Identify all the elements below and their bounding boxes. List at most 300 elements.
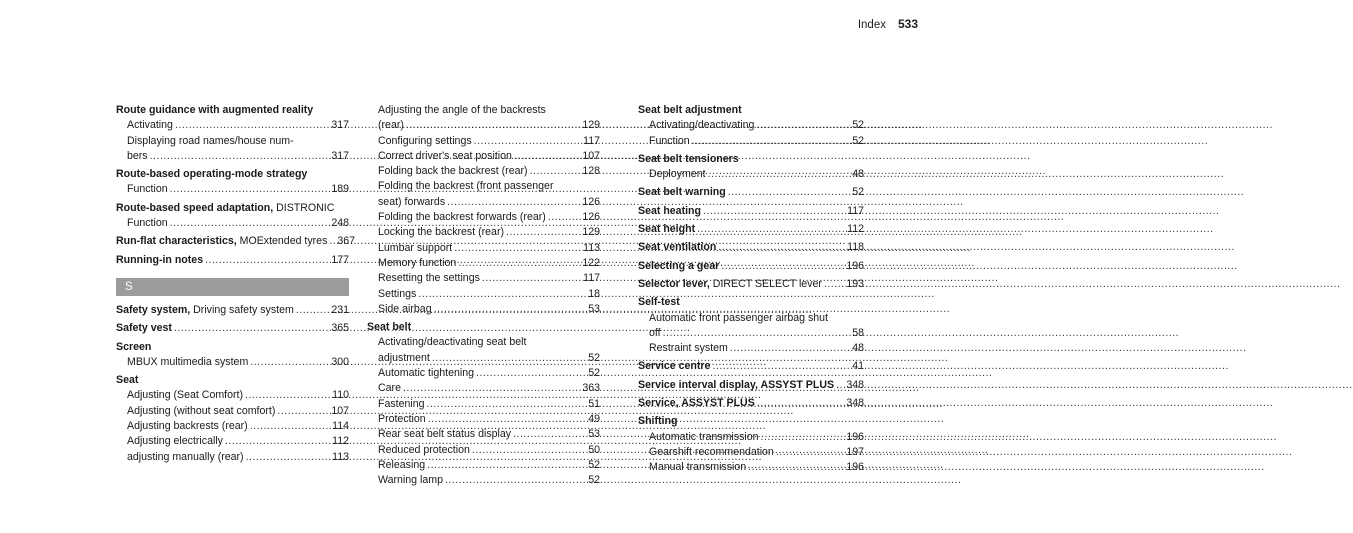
dot-leader [296,303,329,318]
index-line [638,460,864,475]
index-term [638,359,710,374]
entry-heading: Seat belt adjustment [638,104,742,116]
index-entry [367,320,600,488]
index-line [638,240,864,255]
index-term [378,195,445,210]
subentry-text: (rear) [378,119,404,132]
dot-leader [427,458,586,473]
index-term [638,185,726,200]
index-term [378,302,432,317]
index-term [378,351,430,366]
index-term [127,419,248,434]
index-line [116,253,349,268]
entry-heading: Service interval display, ASSYST PLUS [638,378,835,391]
index-line [638,414,864,429]
entry-heading: Service centre [638,360,711,373]
entry-heading: Seat belt [367,321,412,334]
entry-heading: Self-test [638,296,680,309]
index-line [367,118,600,133]
index-line [638,204,864,219]
index-line [116,216,349,231]
index-group-seat [367,103,600,488]
subentry-text: Function [649,134,690,147]
index-term [378,412,426,427]
page-ref: 50 [588,443,600,456]
index-entry [638,103,864,149]
index-line [116,201,349,216]
subentry-text: Automatic transmission [649,430,759,443]
index-line [116,340,349,355]
index-entry [116,340,349,371]
index-line [367,412,600,427]
index-term [116,340,151,355]
subentry-text: Folding the backrest forwards (rear) [378,211,546,224]
index-term [638,103,742,118]
index-line [638,259,864,274]
index-term [649,118,754,133]
index-term [638,204,701,219]
index-group-r [116,103,356,268]
subentry-text: Releasing [378,458,426,471]
index-line [367,256,600,271]
subentry-text: Rear seat belt status display [378,428,512,441]
index-column-1 [116,103,356,468]
index-line [638,311,864,326]
index-line [116,234,356,249]
index-line [367,149,600,164]
entry-heading: Route guidance with augmented reality [116,104,314,116]
index-term [378,287,416,302]
index-line [638,118,864,133]
page-ref: 52 [588,367,600,380]
dot-leader [445,473,586,488]
dot-leader [246,450,331,465]
index-line [116,303,349,318]
index-line [638,396,864,411]
page-ref: 112 [332,435,349,448]
index-term [649,167,706,182]
entry-heading: Service, ASSYST PLUS [638,397,755,410]
page-ref: 189 [331,183,349,196]
page-ref: 122 [582,256,600,269]
dot-leader [692,134,851,149]
dot-leader [245,388,330,403]
subentry-text: Activating/deactivating [649,119,755,132]
page-ref: 117 [847,204,864,217]
index-line [367,103,600,118]
subentry-text: Folding back the backrest (rear) [378,165,528,178]
subentry-text: Automatic front passenger airbag shut [649,311,829,324]
page-ref: 300 [331,355,349,368]
page-ref: 196 [846,461,864,474]
page-ref: 52 [852,186,864,199]
index-line [638,378,864,393]
subentry-text: Reduced protection [378,443,470,456]
index-line [638,326,864,341]
entry-heading: Selector lever, [638,277,710,290]
index-line [367,351,600,366]
dot-leader [175,118,329,133]
index-term [116,103,313,118]
dot-leader [250,355,329,370]
entry-heading: Running-in notes [116,253,204,266]
subentry-text: Gearshift recommendation [649,445,774,458]
index-line [638,295,864,310]
index-line [116,404,349,419]
index-line [638,103,864,118]
index-term [378,134,472,149]
index-line [116,388,349,403]
dot-leader [530,164,581,179]
page-ref: 348 [846,397,864,410]
page-ref: 117 [583,134,600,147]
subentry-text: Warning lamp [378,474,443,487]
page-ref: 231 [331,303,349,316]
index-term [378,458,425,473]
dot-leader [506,225,580,240]
subentry-text: Adjusting backrests (rear) [127,420,248,433]
index-line [367,134,600,149]
index-column-3 [638,103,864,479]
index-line [638,134,864,149]
page-ref: 117 [583,272,600,285]
page-ref: 348 [846,378,864,391]
dot-leader [472,443,586,458]
entry-qualifier: DISTRONIC [273,201,335,214]
index-entry [638,152,864,183]
page-ref: 49 [588,412,600,425]
entry-heading: Selecting a gear [638,259,720,272]
index-entry [116,321,349,336]
subentry-text: adjustment [378,351,430,364]
page-ref: 110 [332,389,349,402]
page-ref: 365 [331,322,349,335]
index-term [116,373,138,388]
page-ref: 113 [583,241,600,254]
dot-leader [428,412,587,427]
index-term [378,366,474,381]
index-term [378,241,452,256]
index-line [638,341,864,356]
dot-leader [225,434,330,449]
index-entry [638,359,864,374]
index-term [116,321,172,336]
index-term [638,414,677,429]
dot-leader [174,321,329,336]
dot-leader [418,287,586,302]
index-line [116,450,349,465]
index-line [116,118,349,133]
page-ref: 196 [846,259,864,272]
dot-leader [482,271,581,286]
dot-leader [663,326,851,341]
index-term [127,404,275,419]
letter-divider: S [116,278,349,296]
entry-heading: Seat [116,374,139,387]
index-line [367,225,600,240]
index-line [638,359,864,374]
index-entry [116,167,349,198]
dot-leader [548,210,581,225]
subentry-text: Displaying road names/house num- [127,134,294,147]
subentry-text: Activating [127,119,173,132]
entry-heading: Seat belt warning [638,186,726,199]
index-entry [638,295,864,356]
page-ref: 107 [331,404,349,417]
index-line [116,373,349,388]
dot-leader [432,351,586,366]
index-group-s-start [116,303,349,465]
index-entry [638,414,864,475]
dot-leader [756,118,850,133]
entry-heading: Run-flat characteristics, [116,235,237,248]
page-ref: 367 [337,235,356,248]
index-term [378,256,456,271]
index-term [638,222,695,237]
index-term [649,460,746,475]
index-column-2 [367,103,600,491]
index-entry [116,303,349,318]
index-line [367,179,600,194]
index-line [116,321,349,336]
index-entry [116,103,349,164]
dot-leader [476,366,586,381]
page-ref: 41 [852,360,864,373]
dot-leader [406,118,580,133]
index-term [127,182,168,197]
dot-leader [474,134,581,149]
index-term [378,427,511,442]
page-ref: 126 [582,211,600,224]
index-line [638,277,864,292]
page-ref: 317 [331,149,349,162]
entry-qualifier: Driving safety system [190,303,294,316]
dot-leader [703,204,845,219]
index-line [638,167,864,182]
dot-leader [150,149,330,164]
subentry-text: MBUX multimedia system [127,355,249,368]
page-ref: 128 [582,165,600,178]
index-entry [638,277,864,292]
page-ref: 177 [331,253,349,266]
entry-heading: Seat heating [638,204,701,217]
index-term [378,103,546,118]
entry-qualifier: MOExtended tyres [236,235,328,248]
entry-heading: Route-based operating-mode strategy [116,168,308,181]
index-line [367,335,600,350]
index-line [367,287,600,302]
subentry-text: Settings [378,287,417,300]
entry-heading: Safety system, [116,303,191,316]
index-line [367,427,600,442]
index-term [367,320,411,335]
index-entry [638,396,864,411]
index-line [367,397,600,412]
dot-leader [170,182,330,197]
index-term [127,134,294,149]
index-term [649,445,774,460]
index-term [116,253,203,268]
subentry-text: off [649,326,661,339]
page-ref: 53 [588,302,600,315]
subentry-text: seat) forwards [378,195,446,208]
entry-heading: Shifting [638,415,678,428]
index-term [649,311,828,326]
index-term [638,378,834,393]
index-term [378,397,425,412]
subentry-text: Deployment [649,168,706,181]
page-ref: 363 [582,382,600,395]
dot-leader [718,240,845,255]
index-entry [638,240,864,255]
subentry-text: Resetting the settings [378,272,480,285]
dot-leader [434,302,587,317]
dot-leader [513,427,586,442]
page-number: 533 [897,17,918,31]
index-entry [638,378,864,393]
page-ref: 52 [588,351,600,364]
page-ref: 317 [331,119,349,132]
dot-leader [250,419,330,434]
index-term [116,201,334,216]
page-ref: 18 [588,287,600,300]
index-term [378,443,470,458]
index-entry [116,201,349,232]
subentry-text: Function [127,217,168,230]
index-line [367,458,600,473]
index-term [378,473,443,488]
subentry-text: Fastening [378,397,425,410]
entry-heading: Seat height [638,223,696,236]
index-term [378,179,553,194]
index-line [367,320,600,335]
index-entry [638,204,864,219]
subentry-text: Locking the backrest (rear) [378,226,505,239]
index-term [378,225,504,240]
index-line [638,185,864,200]
index-term [649,326,661,341]
subentry-text: Correct driver's seat position [378,149,512,162]
index-term [127,118,173,133]
index-line [116,149,349,164]
index-entry [116,373,349,465]
index-term [649,134,690,149]
index-line [116,103,349,118]
page-ref: 248 [331,217,349,230]
page-ref: 58 [852,326,864,339]
dot-leader [277,404,329,419]
page-ref: 118 [847,241,864,254]
dot-leader [721,259,844,274]
page-ref: 107 [582,149,600,162]
index-line [638,222,864,237]
subentry-text: Adjusting the angle of the backrests [378,104,546,116]
index-line [116,355,349,370]
subentry-text: Side airbag [378,302,432,315]
index-term [127,450,244,465]
page-ref: 126 [582,195,600,208]
index-term [378,381,401,396]
subentry-text: Protection [378,412,426,425]
index-term [378,118,404,133]
subentry-text: Activating/deactivating seat belt [378,336,527,349]
index-term [638,295,680,310]
subentry-text: Adjusting electrically [127,435,223,448]
index-term [378,335,526,350]
subentry-text: bers [127,149,148,162]
index-line [367,271,600,286]
index-entry [367,103,600,317]
subentry-text: Care [378,382,401,395]
index-line [116,182,349,197]
dot-leader [776,445,844,460]
dot-leader [836,378,844,393]
subentry-text: Automatic tightening [378,367,474,380]
section-title: Index [857,19,886,31]
page-ref: 193 [846,277,864,290]
index-line [116,419,349,434]
subentry-text: Lumbar support [378,241,453,254]
subentry-text: Adjusting (Seat Comfort) [127,389,243,402]
index-term [378,271,480,286]
entry-heading: Seat ventilation [638,241,717,254]
index-term [638,259,719,274]
entry-heading: Route-based speed adaptation, [116,201,274,214]
page-ref: 129 [582,226,600,239]
entry-heading: Safety vest [116,322,172,335]
dot-leader [730,341,850,356]
index-term [378,210,546,225]
dot-leader [757,396,845,411]
index-term [127,149,148,164]
page-ref: 52 [852,119,864,132]
dot-leader [329,234,335,249]
index-term [638,152,739,167]
index-line [367,241,600,256]
page-ref: 48 [852,342,864,355]
page-ref: 48 [852,168,864,181]
index-term [649,341,728,356]
index-line [367,195,600,210]
index-entry [638,222,864,237]
index-term [116,234,327,249]
index-entry [638,185,864,200]
index-term [116,167,307,182]
index-term [127,216,168,231]
dot-leader [697,222,845,237]
dot-leader [458,256,580,271]
subentry-text: Function [127,183,168,196]
index-line [116,134,349,149]
index-term [638,277,822,292]
entry-heading: Seat belt tensioners [638,152,739,165]
page-ref: 197 [846,445,864,458]
page-ref: 129 [582,119,600,132]
dot-leader [205,253,329,268]
index-line [367,366,600,381]
subentry-text: Folding the backrest (front passenger [378,180,554,193]
page-ref: 113 [332,450,349,463]
subentry-text: Memory function [378,256,457,269]
index-line [367,381,600,396]
index-line [367,164,600,179]
index-term [638,396,755,411]
dot-leader [427,397,587,412]
page-ref: 196 [846,430,864,443]
index-term [127,388,243,403]
page-ref: 112 [847,223,864,236]
index-line [638,152,864,167]
